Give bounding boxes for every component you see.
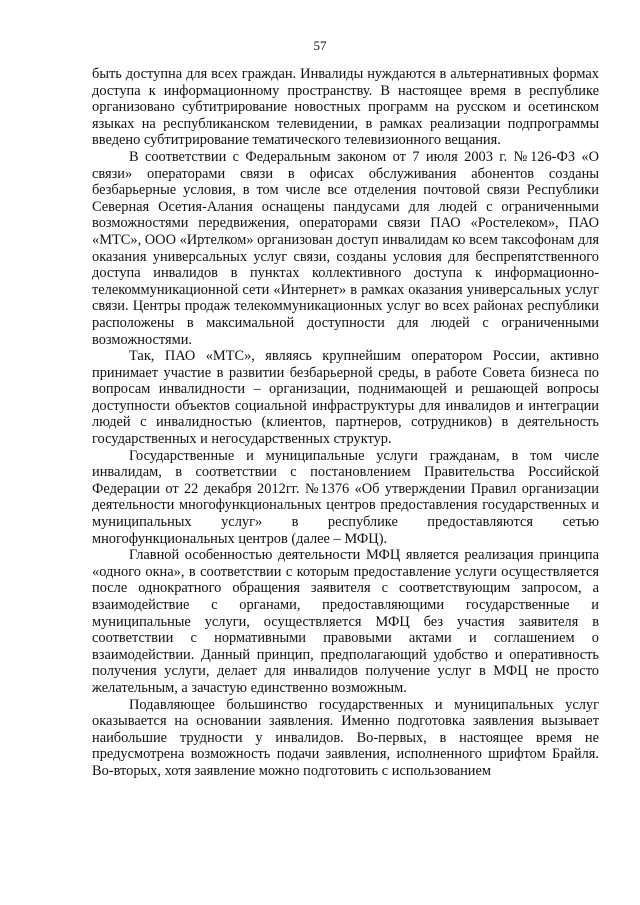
paragraph-mts: Так, ПАО «МТС», являясь крупнейшим оператором России, активно принимает участие в развитии безбарьерной среды, в работе Совета бизнеса по вопросам инвалидности – организации, поднимающей и решающей вопросы доступности объектов социальной инфраструктуры для инвалидов и интеграции людей с инвалидностью (клиентов, партнеров, сотрудников) в деятельность государственных и негосударственных структур. [92,348,599,448]
page-number: 57 [313,38,327,53]
paragraph-applications: Подавляющее большинство государственных и муниципальных услуг оказывается на основании заявления. Именно подготовка заявления вызывает наибольшие трудности у инвалидов. Во-первых, в настоящее время не предусмотрена возможность подачи заявления, исполненного шрифтом Брайля. Во-вторых, хотя заявление можно подготовить с использованием [92,696,599,779]
paragraph-communications-law: В соответствии с Федеральным законом от 7 июля 2003 г. №126-ФЗ «О связи» операторами связи в офисах обслуживания абонентов созданы безбарьерные условия, в том числе все отделения почтовой связи Республики Северная Осетия-Алания оснащены пандусами для людей с ограниченными возможностями передвижения, операторами связи ПАО «Ростелеком», ПАО «МТС», ООО «Иртелком» организован доступ инвалидам ко всем таксофонам для оказания универсальных услуг связи, созданы условия для беспрепятственного доступа инвалидов в пунктах коллективного доступа к информационно-телекоммуникационной сети «Интернет» в рамках оказания универсальных услуг связи. Центры продаж телекоммуникационных услуг во всех районах республики расположены в максимальной доступности для людей с ограниченными возможностями. [92,148,599,348]
page-body [92,66,599,780]
paragraph-continuation: быть доступна для всех граждан. Инвалиды нуждаются в альтернативных формах доступа к информационному пространству. В настоящее время в республике организовано субтитрирование новостных программ на русском и осетинском языках на республиканском телевидении, в рамках реализации подпрограммы введено субтитрирование тематического телевизионного вещания. [92,66,599,149]
paragraph-public-services: Государственные и муниципальные услуги гражданам, в том числе инвалидам, в соответствии с постановлением Правительства Российской Федерации от 22 декабря 2012гг. №1376 «Об утверждении Правил организации деятельности многофункциональных центров предоставления государственных и муниципальных услуг» в республике предоставляются сетью многофункциональных центров (далее – МФЦ). [92,447,599,547]
paragraph-mfc-one-window: Главной особенностью деятельности МФЦ является реализация принципа «одного окна», в соответствии с которым предоставление услуги осуществляется после однократного обращения заявителя с соответствующим запросом, а взаимодействие с органами, предоставляющими государственные и муниципальные услуги, осуществляется МФЦ без участия заявителя в соответствии с нормативными правовыми актами и соглашением о взаимодействии. Данный принцип, предполагающий удобство и оперативность получения услуги, делает для инвалидов получение услуг в МФЦ не просто желательным, а зачастую единственно возможным. [92,547,599,696]
